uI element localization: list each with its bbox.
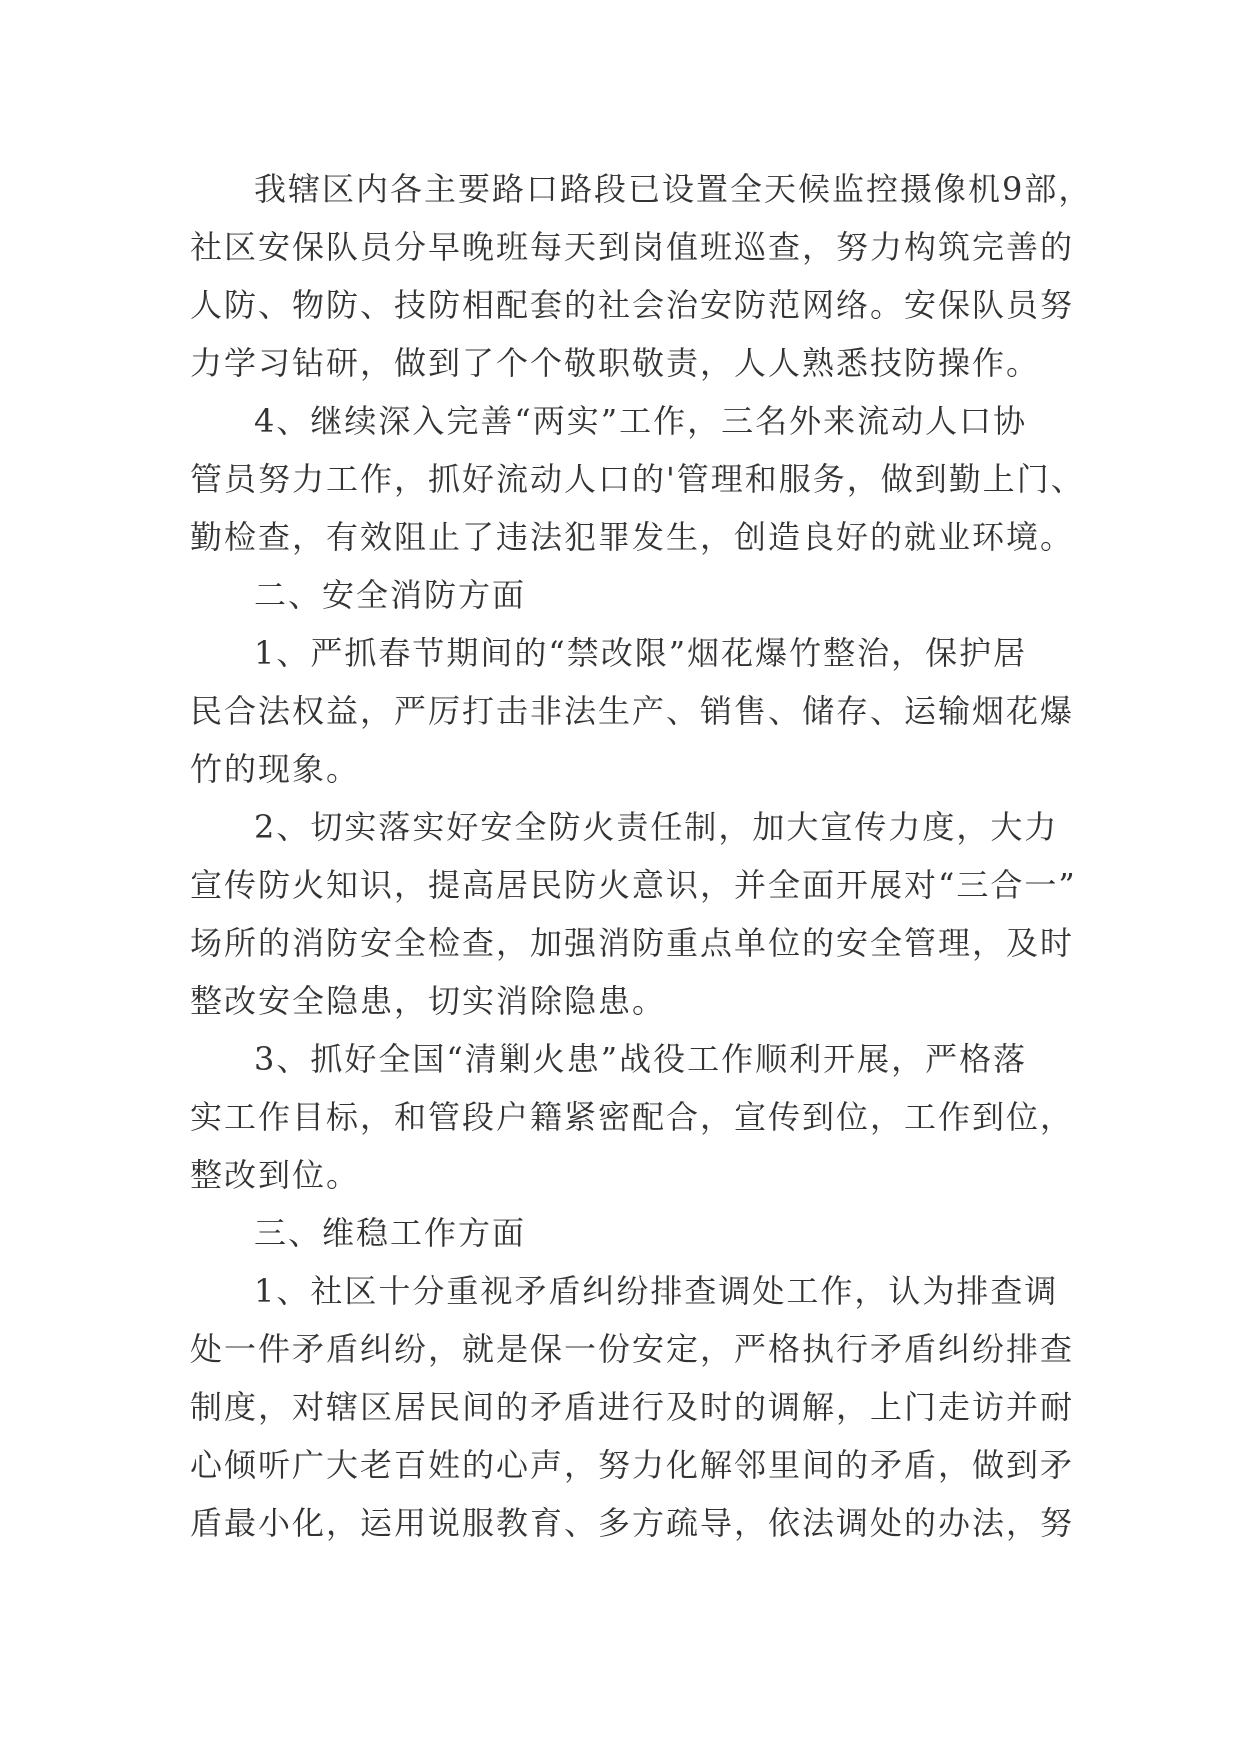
document-body — [190, 160, 1093, 1552]
text-line: 实工作目标，和管段户籍紧密配合，宣传到位，工作到位， — [190, 1098, 1075, 1136]
text-line: 制度，对辖区居民间的矛盾进行及时的调解，上门走访并耐 — [190, 1388, 1075, 1426]
text-line: 管员努力工作，抓好流动人口的'管理和服务，做到勤上门、 — [190, 460, 1085, 498]
text-line: 2、切实落实好安全防火责任制，加大宣传力度，大力 — [254, 808, 1059, 846]
text-line: 民合法权益，严厉打击非法生产、销售、储存、运输烟花爆 — [190, 692, 1075, 730]
text-line: 1、严抓春节期间的“禁改限”烟花爆竹整治，保护居 — [254, 634, 1028, 672]
text-line: 社区安保队员分早晚班每天到岗值班巡查，努力构筑完善的 — [190, 228, 1075, 266]
text-line: 4、继续深入完善“两实”工作，三名外来流动人口协 — [254, 402, 1028, 440]
text-line: 心倾听广大老百姓的心声，努力化解邻里间的矛盾，做到矛 — [190, 1446, 1075, 1484]
text-line: 整改安全隐患，切实消除隐患。 — [190, 982, 667, 1020]
text-line: 力学习钻研，做到了个个敬职敬责，人人熟悉技防操作。 — [190, 344, 1041, 382]
text-line: 处一件矛盾纠纷，就是保一份安定，严格执行矛盾纠纷排查 — [190, 1330, 1075, 1368]
text-line: 宣传防火知识，提高居民防火意识，并全面开展对“三合一” — [190, 866, 1077, 904]
text-line: 盾最小化，运用说服教育、多方疏导，依法调处的办法，努 — [190, 1504, 1075, 1542]
text-line: 场所的消防安全检查，加强消防重点单位的安全管理，及时 — [190, 924, 1075, 962]
text-line: 竹的现象。 — [190, 750, 361, 788]
text-line: 人防、物防、技防相配套的社会治安防范网络。安保队员努 — [190, 286, 1075, 324]
text-line: 二、安全消防方面 — [254, 576, 527, 614]
text-line: 整改到位。 — [190, 1156, 361, 1194]
text-line: 三、维稳工作方面 — [254, 1214, 527, 1252]
text-line: 3、抓好全国“清剿火患”战役工作顺利开展，严格落 — [254, 1040, 1028, 1078]
text-line: 1、社区十分重视矛盾纠纷排查调处工作，认为排查调 — [254, 1272, 1059, 1310]
text-line: 我辖区内各主要路口路段已设置全天候监控摄像机9部， — [254, 170, 1093, 208]
text-line: 勤检查，有效阻止了违法犯罪发生，创造良好的就业环境。 — [190, 518, 1075, 556]
